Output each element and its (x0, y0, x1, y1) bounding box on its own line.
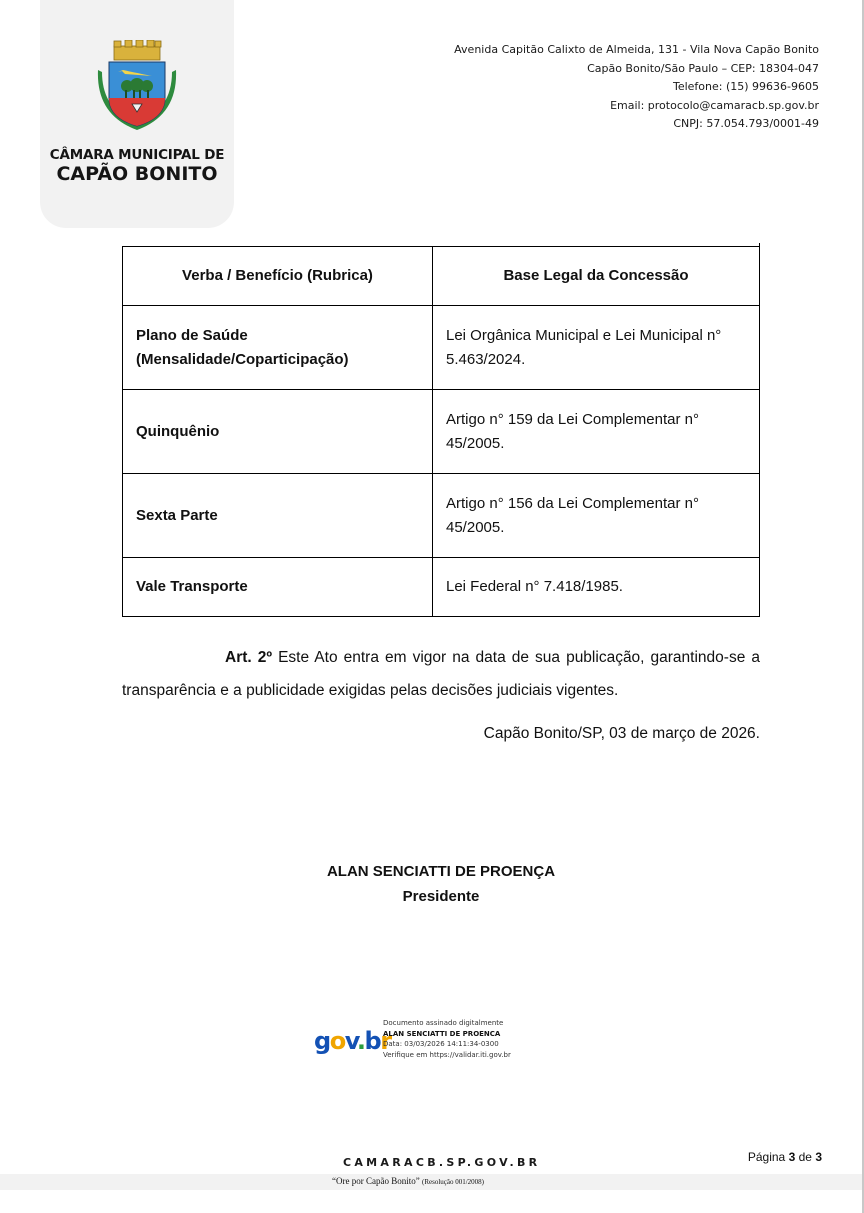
benefit-cell: Sexta Parte (123, 474, 433, 558)
benefit-cell: Vale Transporte (123, 558, 433, 617)
article-text: Este Ato entra em vigor na data de sua publicação, garantindo-se a transparência e a publicidade exigidas pelas decisões judiciais vigentes. (122, 649, 760, 699)
motto-text: “Ore por Capão Bonito” (332, 1176, 420, 1186)
contact-address: Avenida Capitão Calixto de Almeida, 131 - Vila Nova Capão Bonito (454, 43, 819, 56)
benefit-cell (123, 306, 433, 390)
page-total: 3 (815, 1150, 822, 1164)
page-sep: de (798, 1150, 812, 1164)
stamp-date: Data: 03/03/2026 14:11:34-0300 (383, 1040, 499, 1048)
legal-basis-cell: Artigo n° 159 da Lei Complementar n° 45/2005. (433, 390, 760, 474)
logo-panel (40, 0, 234, 228)
stamp-title: Documento assinado digitalmente (383, 1019, 504, 1027)
table-header-row (123, 247, 760, 306)
benefit-detail: (Mensalidade/Coparticipação) (136, 350, 349, 368)
signer-name: ALAN SENCIATTI DE PROENÇA (326, 863, 556, 880)
contact-cnpj: CNPJ: 57.054.793/0001-49 (673, 117, 819, 130)
org-name-line1: CÂMARA MUNICIPAL DE (49, 147, 225, 163)
contact-phone: Telefone: (15) 99636-9605 (672, 80, 819, 93)
legal-basis-cell: Lei Federal n° 7.418/1985. (433, 558, 760, 617)
contact-city-cep: Capão Bonito/São Paulo – CEP: 18304-047 (587, 61, 819, 75)
motto-reference: (Resolução 001/2008) (421, 1178, 484, 1186)
legal-basis-cell: Lei Orgânica Municipal e Lei Municipal n° 5.463/2024. (433, 306, 760, 390)
legal-basis-cell: Artigo n° 156 da Lei Complementar n° 45/2005. (433, 474, 760, 558)
contact-email: Email: protocolo@camaracb.sp.gov.br (610, 98, 819, 112)
page-prefix: Página (747, 1150, 786, 1164)
benefits-table (122, 246, 760, 617)
page-current: 3 (788, 1150, 796, 1164)
footer-website[interactable]: CAMARACB.SP.GOV.BR (343, 1156, 541, 1169)
page-number (748, 1150, 822, 1164)
table-row (123, 306, 760, 390)
stamp-signer: ALAN SENCIATTI DE PROENCA (383, 1029, 501, 1038)
place-date: Capão Bonito/SP, 03 de março de 2026. (483, 725, 760, 742)
contact-block (454, 41, 819, 134)
govbr-logo-icon: gov.br (314, 1027, 391, 1055)
table-row (123, 390, 760, 474)
article-paragraph (122, 641, 760, 707)
benefit-name: Plano de Saúde (136, 326, 248, 344)
article-label: Art. 2º (225, 649, 273, 666)
benefit-cell: Quinquênio (123, 390, 433, 474)
header-legal-basis: Base Legal da Concessão (433, 247, 760, 306)
footer-motto (332, 1176, 484, 1186)
signer-role: Presidente (402, 888, 480, 905)
table-row (123, 474, 760, 558)
digital-signature-stamp (383, 1018, 511, 1060)
coat-of-arms-icon (92, 40, 182, 140)
org-name-line2: CAPÃO BONITO (56, 163, 218, 185)
header-benefit: Verba / Benefício (Rubrica) (123, 247, 433, 306)
stamp-verify-link[interactable]: Verifique em https://validar.iti.gov.br (383, 1050, 511, 1059)
table-row (123, 558, 760, 617)
